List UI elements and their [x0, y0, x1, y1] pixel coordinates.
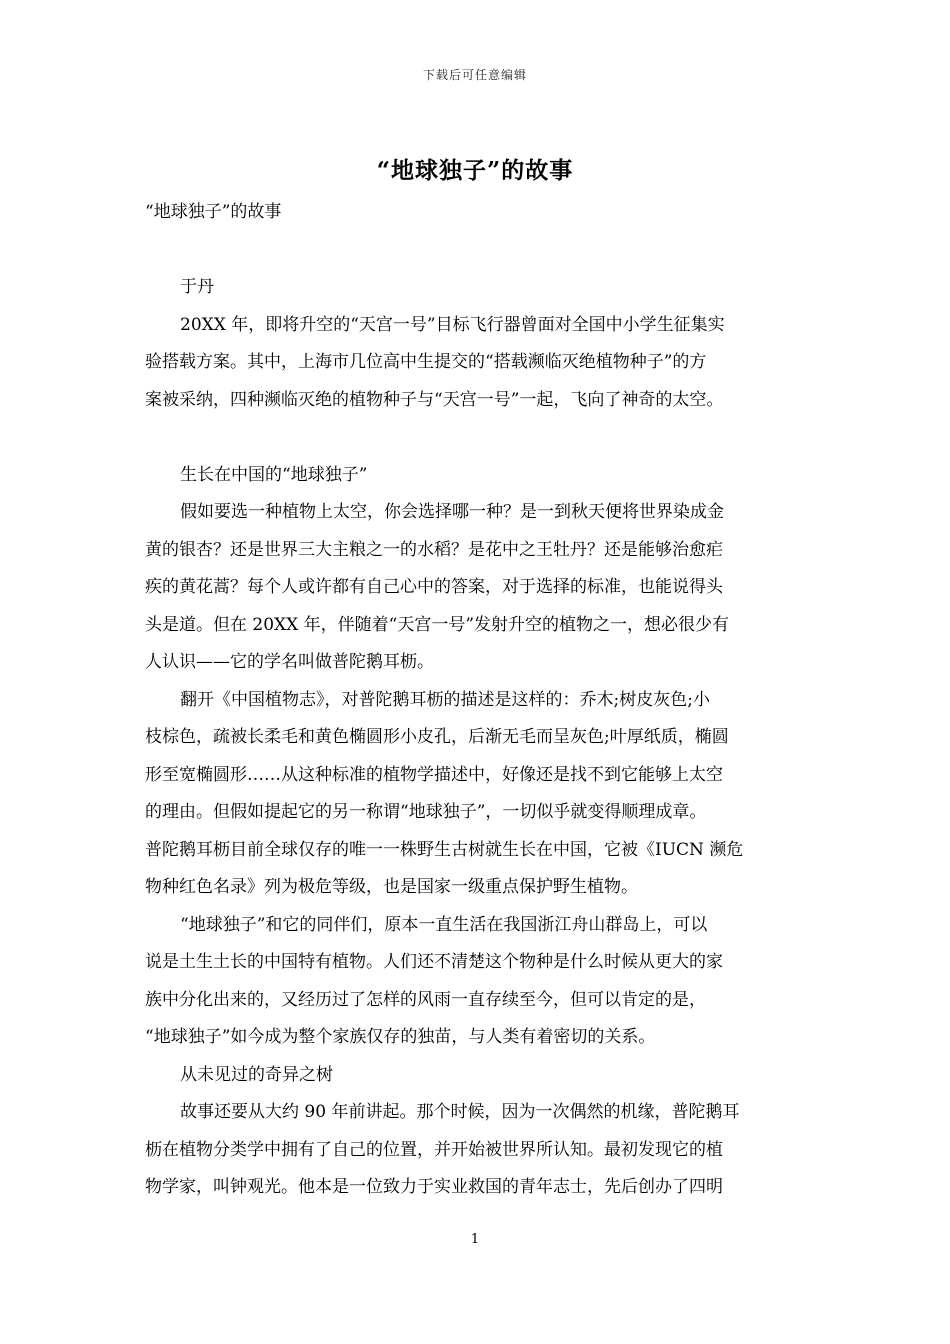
paragraph-line: 翻开《中国植物志》，对普陀鹅耳枥的描述是这样的：乔木;树皮灰色;小 [180, 689, 710, 710]
paragraph-line: 物学家，叫钟观光。他本是一位致力于实业救国的青年志士，先后创办了四明 [145, 1177, 723, 1197]
paragraph-line: 族中分化出来的，又经历过了怎样的风雨一直存续至今，但可以肯定的是， [145, 989, 706, 1010]
paragraph [145, 682, 810, 907]
spacer [145, 232, 810, 270]
section-heading: 生长在中国的“地球独子” [180, 464, 368, 485]
section-heading: 从未见过的奇异之树 [180, 1064, 333, 1085]
paragraph-line: “地球独子”和它的同伴们，原本一直生活在我国浙江舟山群岛上，可以 [180, 914, 708, 935]
paragraph-line: 故事还要从大约 90 年前讲起。那个时候，因为一次偶然的机缘，普陀鹅耳 [180, 1102, 740, 1122]
document-subtitle: “地球独子”的故事 [145, 202, 282, 222]
paragraph-line: 枥在植物分类学中拥有了自己的位置，并开始被世界所认知。最初发现它的植 [145, 1139, 723, 1160]
paragraph-line: 的理由。但假如提起它的另一称谓“地球独子”，一切似乎就变得顺理成章。 [145, 802, 707, 822]
paragraph-line: 头是道。但在 20XX 年，伴随着“天宫一号”发射升空的植物之一，想必很少有 [145, 614, 730, 635]
paragraph-line: 黄的银杏？还是世界三大主粮之一的水稻？是花中之王牡丹？还是能够治愈疟 [145, 539, 723, 560]
paragraph-line: 枝棕色，疏被长柔毛和黄色椭圆形小皮孔，后渐无毛而呈灰色;叶厚纸质，椭圆 [145, 727, 729, 747]
paragraph-line: 形至宽椭圆形……从这种标准的植物学描述中，好像还是找不到它能够上太空 [145, 764, 723, 785]
paragraph-line: 案被采纳，四种濒临灭绝的植物种子与“天宫一号”一起，飞向了神奇的太空。 [145, 389, 724, 410]
paragraph-line: 普陀鹅耳枥目前全球仅存的唯一一株野生古树就生长在中国，它被《IUCN 濒危 [145, 839, 744, 860]
document-title: “地球独子”的故事 [376, 157, 574, 184]
paragraph [145, 907, 810, 1057]
paragraph-intro [145, 307, 810, 420]
page-number: 1 [470, 1232, 480, 1247]
document-body [145, 194, 810, 1207]
paragraph-line: 20XX 年，即将升空的“天宫一号”目标飞行器曾面对全国中小学生征集实 [180, 314, 725, 335]
paragraph-line: 物种红色名录》列为极危等级，也是国家一级重点保护野生植物。 [145, 877, 638, 897]
spacer [145, 419, 810, 457]
author-line: 于丹 [180, 277, 214, 297]
paragraph-line: 疾的黄花蒿？每个人或许都有自己心中的答案，对于选择的标准，也能说得头 [145, 577, 723, 597]
paragraph-line: 人认识——它的学名叫做普陀鹅耳枥。 [145, 652, 434, 672]
paragraph-line: “地球独子”如今成为整个家族仅存的独苗，与人类有着密切的关系。 [145, 1027, 656, 1047]
paragraph [145, 494, 810, 682]
paragraph-line: 假如要选一种植物上太空，你会选择哪一种？是一到秋天便将世界染成金 [180, 502, 724, 522]
paragraph-line: 验搭载方案。其中，上海市几位高中生提交的“搭载濒临灭绝植物种子”的方 [145, 352, 707, 372]
paragraph-line: 说是土生土长的中国特有植物。人们还不清楚这个物种是什么时候从更大的家 [145, 952, 723, 972]
header-note: 下载后可任意编辑 [422, 68, 527, 82]
paragraph [145, 1094, 810, 1207]
